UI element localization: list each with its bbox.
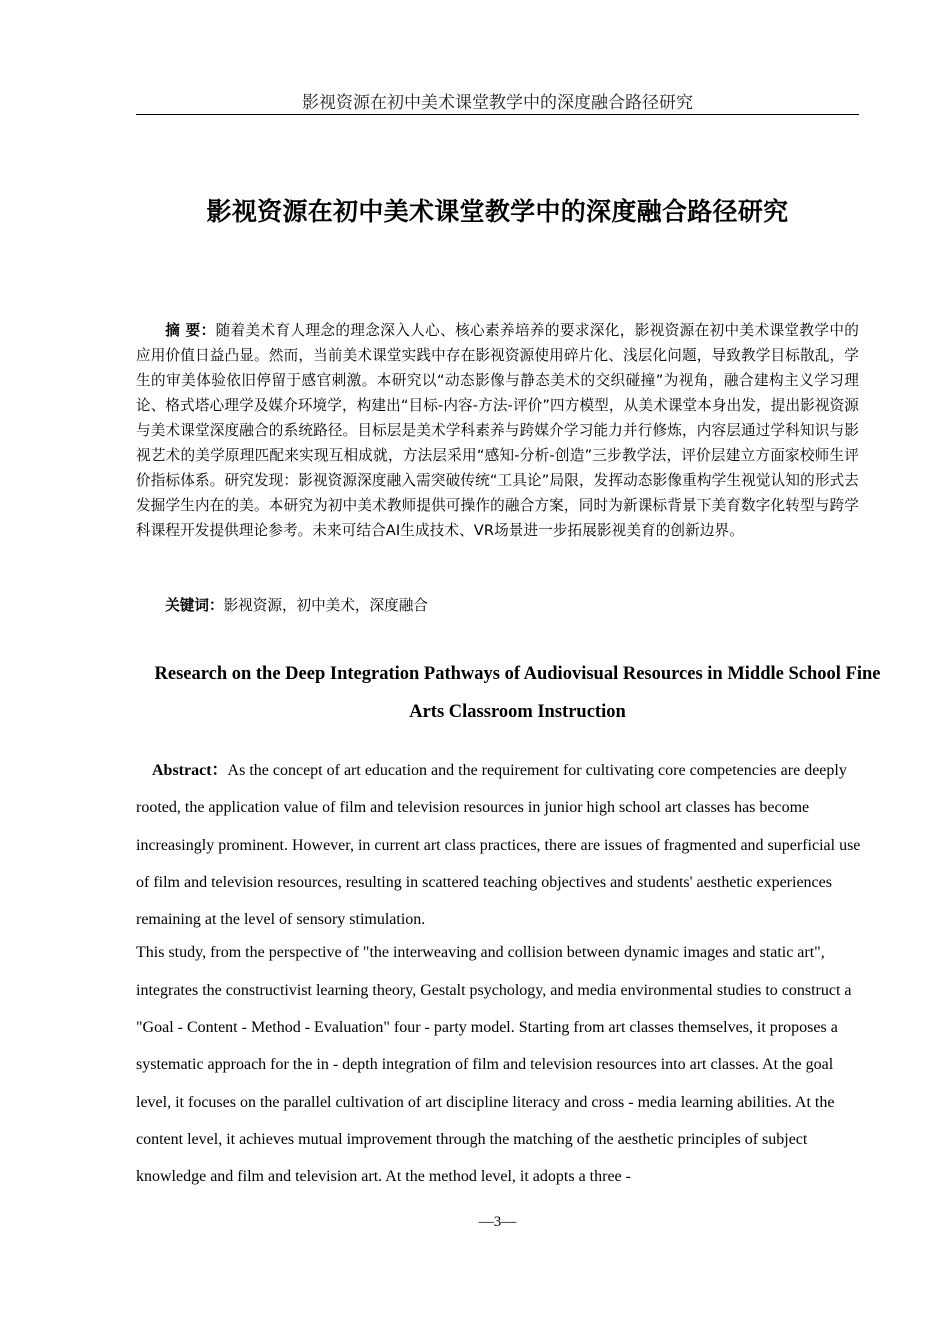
chinese-keywords-text: 影视资源，初中美术，深度融合 xyxy=(223,597,428,614)
english-abstract-paragraph xyxy=(136,752,864,938)
english-abstract-label: Abstract： xyxy=(152,762,228,779)
english-title: Research on the Deep Integration Pathways of Audiovisual Resources in Middle School Fine Arts Classroom Instruction xyxy=(154,664,881,722)
chinese-title: 影视资源在初中美术课堂教学中的深度融合路径研究 xyxy=(206,197,789,226)
header-rule xyxy=(136,114,859,115)
english-abstract-paragraph: This study, from the perspective of "the interweaving and collision between dynamic images and static art", integrates the constructivist learning theory, Gestalt psychology, and media environmental studies to construct a "Goal - Content - Method - Evaluation" four - party model. Starting from art classes themselves, it proposes a systematic approach for the in - depth integration of film and television resources into art classes. At the goal level, it focuses on the parallel cultivation of art discipline literacy and cross - media learning abilities. At the content level, it achieves mutual improvement through the matching of the aesthetic principles of subject knowledge and film and television art. At the method level, it adopts a three - xyxy=(136,944,852,1186)
chinese-abstract xyxy=(136,318,859,543)
chinese-abstract-label: 摘 要： xyxy=(165,322,216,339)
english-abstract-text-1: As the concept of art education and the requirement for cultivating core competencies are deeply rooted, the application value of film and television resources in junior high school art classes has become increasingly prominent. However, in current art class practices, there are issues of fragmented and superficial use of film and television resources, resulting in scattered teaching objectives and students' aesthetic experiences remaining at the level of sensory stimulation. xyxy=(136,762,861,929)
running-header: 影视资源在初中美术课堂教学中的深度融合路径研究 xyxy=(302,93,693,113)
english-abstract xyxy=(136,752,864,1196)
chinese-keywords xyxy=(136,593,859,618)
chinese-keywords-label: 关键词： xyxy=(165,597,224,614)
chinese-abstract-text: 随着美术育人理念的理念深入人心、核心素养培养的要求深化，影视资源在初中美术课堂教学中的应用价值日益凸显。然而，当前美术课堂实践中存在影视资源使用碎片化、浅层化问题，导致教学目标散乱，学生的审美体验依旧停留于感官刺激。本研究以“动态影像与静态美术的交织碰撞”为视角，融合建构主义学习理论、格式塔心理学及媒介环境学，构建出“目标-内容-方法-评价”四方模型，从美术课堂本身出发，提出影视资源与美术课堂深度融合的系统路径。目标层是美术学科素养与跨媒介学习能力并行修炼，内容层通过学科知识与影视艺术的美学原理匹配来实现互相成就，方法层采用“感知-分析-创造”三步教学法，评价层建立方面家校师生评价指标体系。研究发现：影视资源深度融入需突破传统“工具论”局限，发挥动态影像重构学生视觉认知的形式去发掘学生内在的美。本研究为初中美术教师提供可操作的融合方案，同时为新课标背景下美育数字化转型与跨学科课程开发提供理论参考。未来可结合AI生成技术、VR场景进一步拓展影视美育的创新边界。 xyxy=(136,322,859,539)
page-number: —3— xyxy=(478,1214,517,1230)
